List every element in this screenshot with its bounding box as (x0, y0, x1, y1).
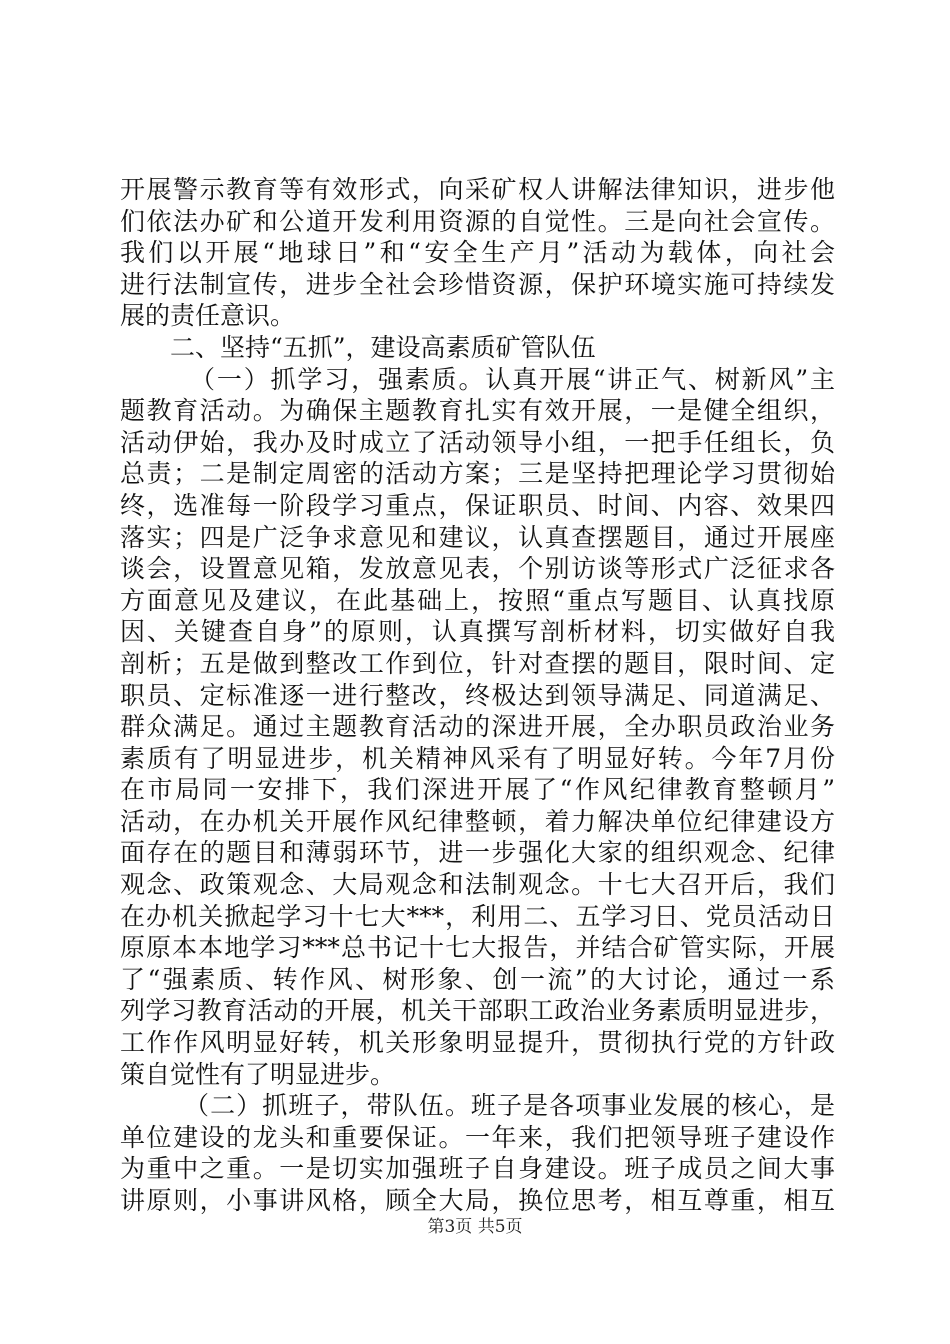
text-line: 开展警示教育等有效形式，向采矿权人讲解法律知识，进步他 (120, 175, 835, 204)
text-line: 原原本本地学习***总书记十七大报告，并结合矿管实际，开展 (120, 933, 835, 963)
text-line: 进行法制宣传，进步全社会珍惜资源，保护环境实施可持续发 (120, 269, 835, 299)
text-line: 工作作风明显好转，机关形象明显提升，贯彻执行党的方针政 (120, 1028, 835, 1058)
section-heading: 二、坚持“五抓”，建设高素质矿管队伍 (170, 332, 596, 362)
text-line: 职员、定标准逐一进行整改，终极达到领导满足、同道满足、 (120, 680, 835, 710)
subsection-heading: （一）抓学习，强素质。认真开展“讲正气、树新风”主 (190, 364, 835, 394)
document-body (120, 174, 835, 1217)
text-line: 剖析；五是做到整改工作到位，针对查摆的题目，限时间、定 (120, 648, 835, 678)
text-line: 单位建设的龙头和重要保证。一年来，我们把领导班子建设作 (120, 1122, 835, 1152)
text-line: 我们以开展“地球日”和“安全生产月”活动为载体，向社会 (120, 238, 835, 268)
text-line: 因、关键查自身”的原则，认真撰写剖析材料，切实做好自我 (120, 617, 835, 647)
text-line: 群众满足。通过主题教育活动的深进开展，全办职员政治业务 (120, 712, 835, 742)
text-line: 总责；二是制定周密的活动方案；三是坚持把理论学习贯彻始 (120, 459, 835, 489)
text-line: 在办机关掀起学习十七大***，利用二、五学习日、党员活动日 (120, 901, 835, 931)
text-line: 谈会，设置意见箱，发放意见表，个别访谈等形式广泛征求各 (120, 554, 835, 584)
text-line: 讲原则，小事讲风格，顾全大局，换位思考，相互尊重，相互 (120, 1186, 835, 1215)
text-line: 题教育活动。为确保主题教育扎实有效开展，一是健全组织， (120, 396, 835, 426)
text-line: 方面意见及建议，在此基础上，按照“重点写题目、认真找原 (120, 585, 835, 615)
text-line: 们依法办矿和公道开发利用资源的自觉性。三是向社会宣传。 (120, 206, 835, 236)
subsection-heading: （二）抓班子，带队伍。班子是各项事业发展的核心，是 (184, 1091, 835, 1121)
text-line: 策自觉性有了明显进步。 (120, 1059, 396, 1089)
text-line: 为重中之重。一是切实加强班子自身建设。班子成员之间大事 (120, 1154, 835, 1184)
text-line: 终，选准每一阶段学习重点，保证职员、时间、内容、效果四 (120, 490, 835, 520)
text-line: 展的责任意识。 (120, 301, 296, 331)
text-line: 列学习教育活动的开展，机关干部职工政治业务素质明显进步， (120, 996, 835, 1026)
text-line: 了“强素质、转作风、树形象、创一流”的大讨论，通过一系 (120, 964, 835, 994)
text-line: 面存在的题目和薄弱环节，进一步强化大家的组织观念、纪律 (120, 838, 835, 868)
text-line: 素质有了明显进步，机关精神风采有了明显好转。今年7月份 (120, 743, 835, 773)
text-line: 观念、政策观念、大局观念和法制观念。十七大召开后，我们 (120, 870, 835, 900)
text-line: 在市局同一安排下，我们深进开展了“作风纪律教育整顿月” (120, 775, 835, 805)
text-line: 活动伊始，我办及时成立了活动领导小组，一把手任组长，负 (120, 427, 835, 457)
text-line: 活动，在办机关开展作风纪律整顿，着力解决单位纪律建设方 (120, 806, 835, 836)
page-footer: 第3页 共5页 (427, 1217, 523, 1237)
text-line: 落实；四是广泛争求意见和建议，认真查摆题目，通过开展座 (120, 522, 835, 552)
